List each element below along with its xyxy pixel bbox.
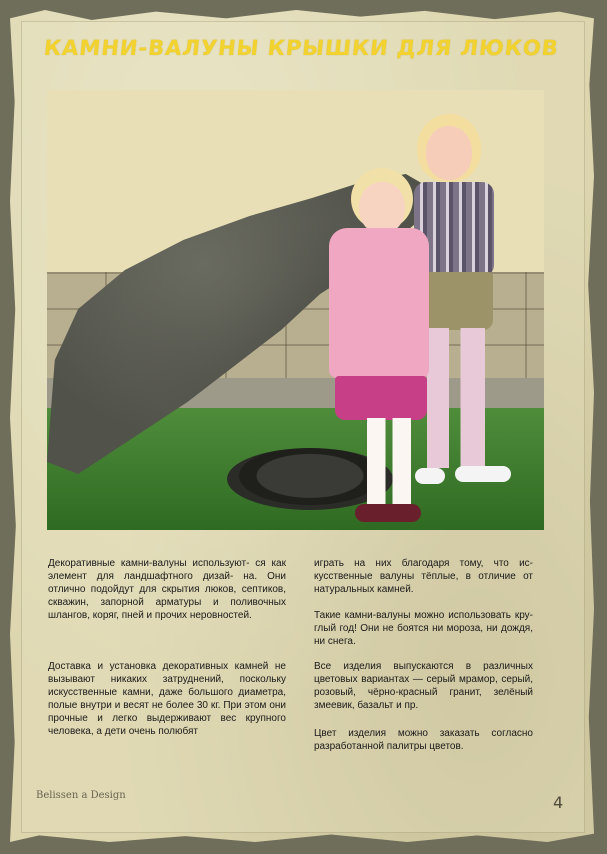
photo-girl-1-face [359, 182, 405, 234]
photo-girl-2-shoe [455, 466, 511, 482]
photo-girl-2-face [426, 126, 472, 180]
paragraph-intro: Декоративные камни-валуны используют- ся как элемент для ландшафтного дизай- на. Они отлично подойдут для скрытия люков, септиков, скважин, запорной арматуры и поливочных шлангов, коряг, пней и прочих неровностей. [48, 558, 286, 621]
page-number: 4 [553, 793, 564, 812]
photo-girl-1-coat [329, 228, 429, 378]
footer-brand: Belissen a Design [36, 790, 126, 801]
paragraph-all-year: Такие камни-валуны можно использовать кру- глый год! Они не боятся ни мороза, ни дождя, ни снега. [314, 610, 533, 647]
photo-girl-2-legs [427, 328, 485, 468]
photo-girl-1-legs [367, 418, 411, 510]
paragraph-colors: Все изделия выпускаются в различных цветовых вариантах — серый мрамор, серый, розовый, чёрно-красный гранит, зелёный змеевик, базальт и пр. [314, 661, 533, 711]
product-photo [47, 90, 544, 530]
paragraph-warm: играть на них благодаря тому, что ис- кусственные валуны тёплые, в отличие от натуральных камней. [314, 558, 533, 595]
paragraph-delivery: Доставка и установка декоративных камней не вызывают никаких затруднений, поскольку искусственные камни, даже большого диаметра, полые внутри и весят не более 30 кг. При этом они прочные и легко выдерживают вес крупного человека, а дети очень полюбят [48, 661, 286, 737]
photo-girl-1-shoes [355, 504, 421, 522]
paragraph-order: Цвет изделия можно заказать согласно разработанной палитры цветов. [314, 728, 533, 752]
photo-girl-1-skirt [335, 376, 427, 420]
photo-girl-2-shoe [415, 468, 445, 484]
page-title: КАМНИ-ВАЛУНЫ КРЫШКИ ДЛЯ ЛЮКОВ [42, 36, 561, 60]
